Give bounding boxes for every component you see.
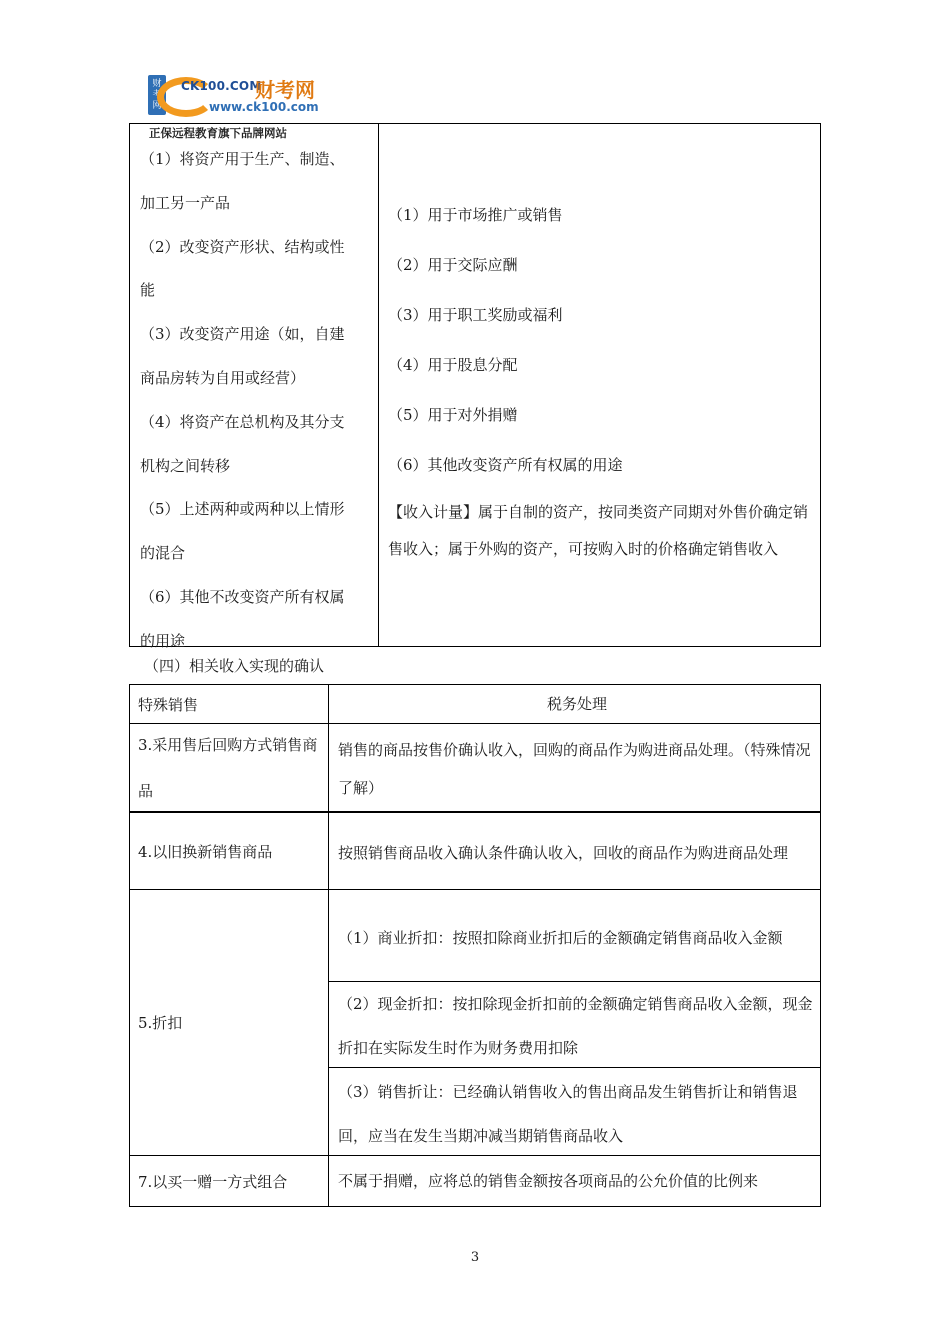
row-divider — [130, 889, 820, 890]
logo-tagline: 正保远程教育旗下品牌网站 — [149, 126, 287, 140]
special-sales-table — [129, 684, 821, 1207]
row-text-buy-one-get-one: 不属于捐赠，应将总的销售金额按各项商品的公允价值的比例来 — [338, 1172, 759, 1190]
deemed-sale-item: （2）用于交际应酬 — [388, 256, 518, 274]
left-line: 机构之间转移 — [140, 456, 231, 475]
left-line: （5）上述两种或两种以上情形 — [140, 500, 345, 519]
row-text-buyback: 销售的商品按售价确认收入，回购的商品作为购进商品处理。（特殊情况了解） — [338, 741, 811, 797]
row-text-trade-in: 按照销售商品收入确认条件确认收入，回收的商品作为购进商品处理 — [338, 844, 789, 862]
page-number: 3 — [470, 1250, 480, 1265]
left-line: 的混合 — [140, 544, 186, 563]
header-tax-treatment: 税务处理 — [546, 695, 607, 713]
left-line: 能 — [140, 281, 156, 300]
section-title: （四）相关收入实现的确认 — [144, 657, 325, 675]
logo-name-cn: 财考网 — [255, 78, 315, 102]
header-special-sales: 特殊销售 — [138, 695, 199, 714]
left-line: （2）改变资产形状、结构或性 — [140, 237, 345, 256]
discount-allowance: （3）销售折让：已经确认销售收入的售出商品发生销售折让和销售退回，应当在发生当期冲减当期销售商品收入 — [338, 1083, 798, 1145]
logo-brand: CK100.COM — [181, 79, 262, 93]
row-divider — [130, 1155, 820, 1156]
left-line: （3）改变资产用途（如，自建 — [140, 325, 345, 344]
column-divider — [378, 124, 379, 646]
asset-disposal-table — [129, 123, 821, 650]
row-label-buyback: 3.采用售后回购方式销售商品 — [138, 736, 318, 800]
left-line: 的用途 — [140, 631, 186, 650]
row-label-trade-in: 4.以旧换新销售商品 — [138, 842, 273, 861]
logo-url: www.ck100.com — [209, 100, 319, 114]
deemed-sale-item: （1）用于市场推广或销售 — [388, 206, 563, 224]
deemed-sale-item: （3）用于职工奖励或福利 — [388, 306, 563, 324]
row-label-discount: 5.折扣 — [138, 1013, 183, 1032]
deemed-sale-item: （4）用于股息分配 — [388, 356, 518, 374]
discount-commercial: （1）商业折扣：按照扣除商业折扣后的金额确定销售商品收入金额 — [338, 929, 783, 947]
logo-mark-text: 财考网 — [152, 79, 162, 111]
revenue-measurement-note: 【收入计量】属于自制的资产，按同类资产同期对外售价确定销售收入；属于外购的资产，可按购入时的价格确定销售收入 — [388, 503, 809, 558]
left-line: 加工另一产品 — [140, 193, 231, 212]
left-line: 商品房转为自用或经营） — [140, 368, 306, 387]
deemed-sale-column — [388, 190, 816, 568]
internal-disposal-column — [140, 138, 372, 664]
deemed-sale-item: （6）其他改变资产所有权属的用途 — [388, 456, 623, 474]
discount-cash: （2）现金折扣：按扣除现金折扣前的金额确定销售商品收入金额，现金折扣在实际发生时作为财务费用扣除 — [338, 995, 813, 1057]
row-label-buy-one-get-one: 7.以买一赠一方式组合 — [138, 1172, 288, 1191]
left-line: （1）将资产用于生产、制造、 — [140, 150, 345, 168]
row-divider — [328, 1067, 820, 1068]
left-line: （6）其他不改变资产所有权属 — [140, 587, 345, 606]
left-line: （4）将资产在总机构及其分支 — [140, 412, 345, 431]
column-divider — [328, 685, 329, 1206]
deemed-sale-item: （5）用于对外捐赠 — [388, 406, 518, 424]
